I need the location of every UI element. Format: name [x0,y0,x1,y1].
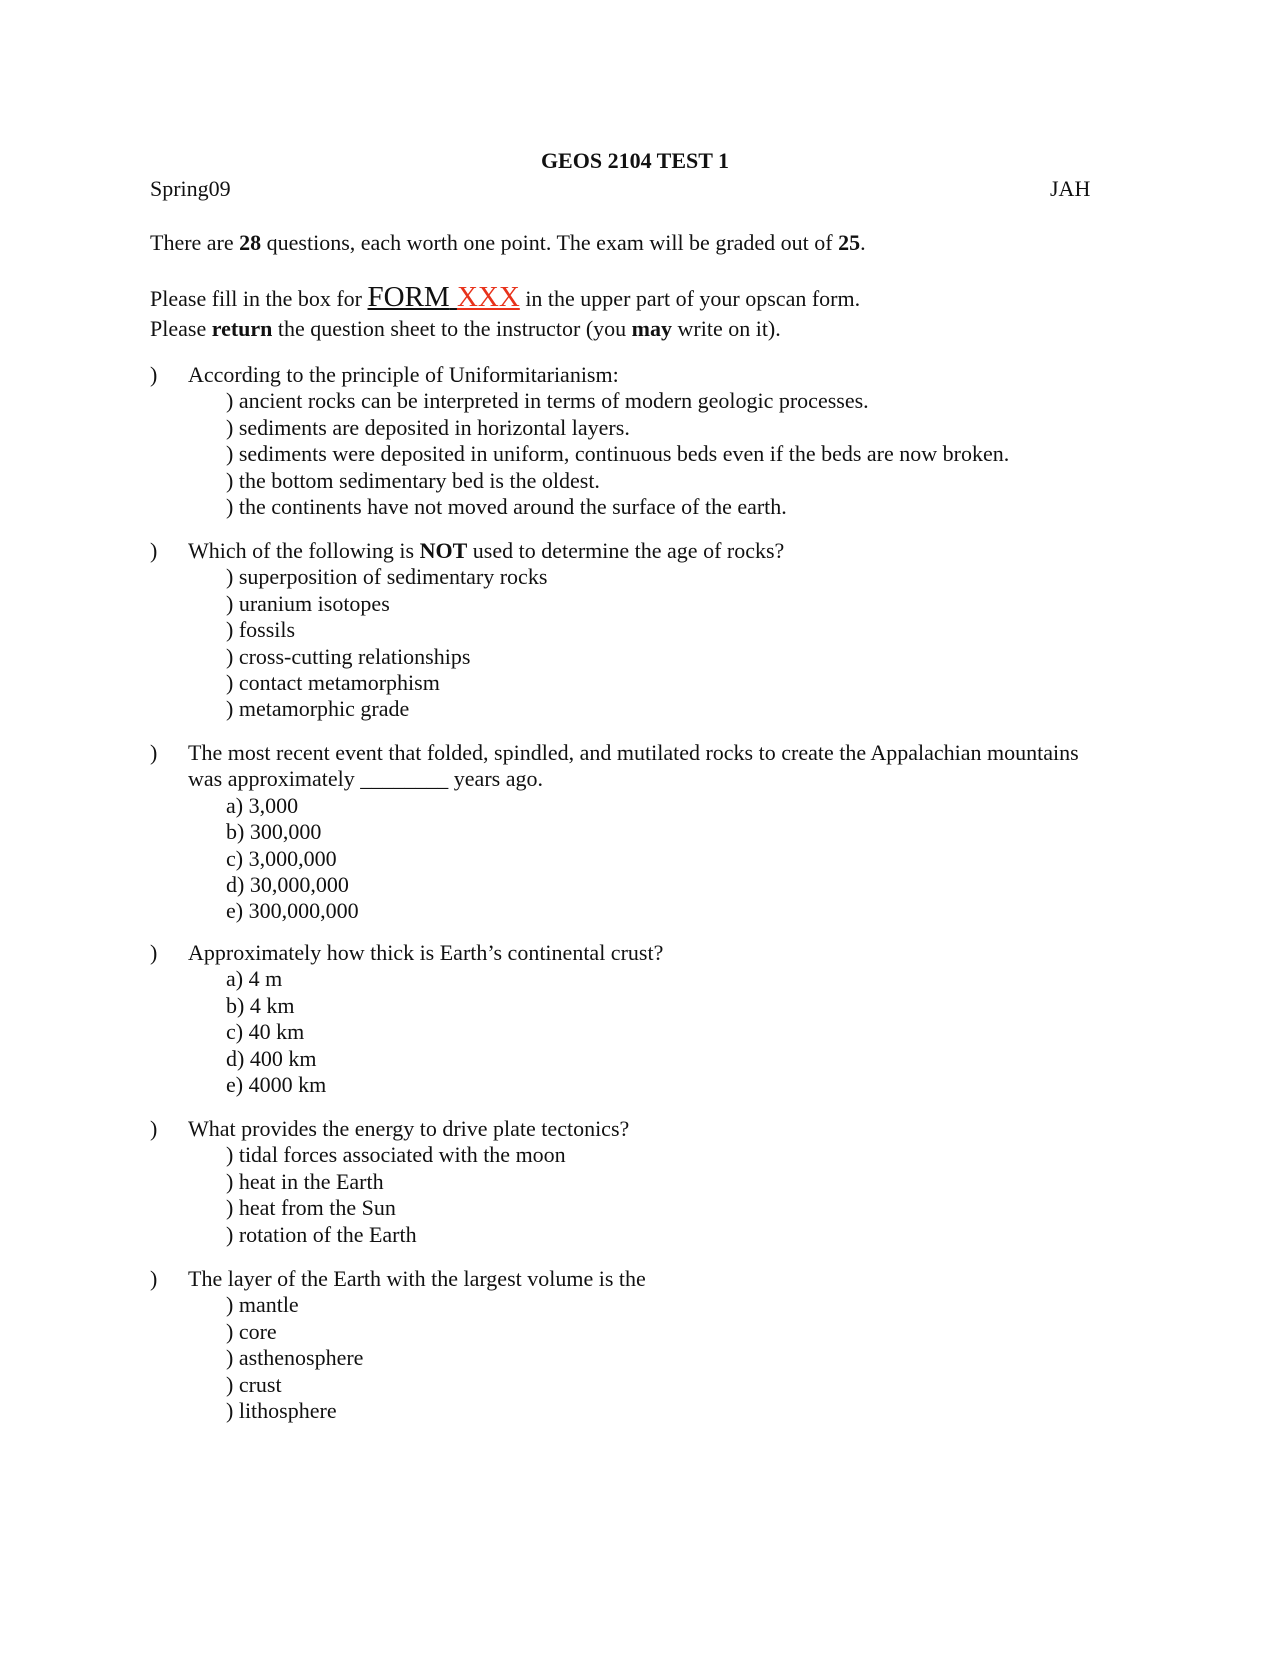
answer-option[interactable]: ) sediments were deposited in uniform, continuous beds even if the beds are now broken. [226,441,1010,467]
answer-option[interactable]: ) sediments are deposited in horizontal layers. [226,414,630,440]
answer-options [226,564,1250,722]
question-text: According to the principle of Uniformitarianism: [188,362,619,387]
return-line-post: write on it). [672,316,781,341]
answer-option[interactable]: ) uranium isotopes [226,590,390,616]
answer-option[interactable]: ) mantle [226,1292,299,1318]
answer-option[interactable]: ) superposition of sedimentary rocks [226,564,548,590]
question-text-pre: Which of the following is [188,538,420,563]
question-text: Approximately how thick is Earth’s continental crust? [188,940,664,965]
question-text [188,538,1250,564]
question-text-bold: NOT [419,538,468,563]
answer-option[interactable]: ) the bottom sedimentary bed is the oldest. [226,467,600,493]
question-4 [150,940,1250,1098]
form-line-pre: Please fill in the box for [150,286,368,311]
answer-options [226,966,1250,1098]
question-1 [150,362,1250,520]
answer-option[interactable]: ) core [226,1318,277,1344]
form-word: FORM [367,281,450,313]
answer-options [226,793,1250,925]
question-text-post: used to determine the age of rocks? [467,538,785,563]
answer-option[interactable]: ) tidal forces associated with the moon [226,1142,566,1168]
return-line-mid: the question sheet to the instructor (you [272,316,632,341]
question-3 [150,740,1250,925]
semester-label: Spring09 [150,176,231,201]
answer-option[interactable]: ) fossils [226,617,296,643]
return-instruction [150,316,781,342]
question-2 [150,538,1250,723]
intro-text [150,230,866,256]
page-title: GEOS 2104 TEST 1 [540,148,730,173]
return-bold: return [211,316,273,341]
form-code: XXX [456,281,520,313]
answer-option[interactable]: ) contact metamorphism [226,670,440,696]
question-marker: ) [150,538,158,563]
answer-option[interactable]: ) heat in the Earth [226,1168,384,1194]
answer-option[interactable]: a) 3,000 [226,792,299,818]
answer-option[interactable]: c) 40 km [226,1019,305,1045]
answer-option[interactable]: e) 4000 km [226,1072,327,1098]
answer-option[interactable]: ) ancient rocks can be interpreted in terms of modern geologic processes. [226,388,869,414]
question-marker: ) [150,362,158,387]
answer-option[interactable]: e) 300,000,000 [226,898,359,924]
answer-option[interactable]: ) metamorphic grade [226,696,410,722]
answer-option[interactable]: ) the continents have not moved around the surface of the earth. [226,494,787,520]
question-6 [150,1266,1250,1424]
intro-mid: questions, each worth one point. The exam will be graded out of [261,230,839,255]
answer-option[interactable]: ) asthenosphere [226,1345,364,1371]
question-count: 28 [239,230,262,255]
graded-out-of: 25 [838,230,861,255]
answer-options [226,388,1250,520]
author-initials: JAH [1050,176,1091,201]
return-line-pre: Please [150,316,212,341]
answer-options [226,1292,1250,1424]
question-marker: ) [150,740,158,765]
question-text: The layer of the Earth with the largest volume is the [188,1266,646,1291]
answer-option[interactable]: b) 4 km [226,992,295,1018]
question-marker: ) [150,1266,158,1291]
answer-option[interactable]: ) cross-cutting relationships [226,643,471,669]
intro-pre: There are [150,230,240,255]
answer-option[interactable]: c) 3,000,000 [226,845,337,871]
form-line-post: in the upper part of your opscan form. [519,286,861,311]
answer-option[interactable]: a) 4 m [226,966,283,992]
question-text-line-2: was approximately ________ years ago. [188,766,543,792]
may-bold: may [631,316,672,341]
answer-option[interactable]: d) 400 km [226,1045,317,1071]
question-marker: ) [150,1116,158,1141]
answer-option[interactable]: b) 300,000 [226,819,322,845]
answer-option[interactable]: ) crust [226,1371,282,1397]
answer-option[interactable]: ) lithosphere [226,1398,337,1424]
question-text: What provides the energy to drive plate tectonics? [188,1116,630,1141]
intro-end: . [860,230,866,255]
answer-options [226,1142,1250,1248]
question-marker: ) [150,940,158,965]
form-instruction [150,281,861,313]
question-text [188,740,1250,793]
question-5 [150,1116,1250,1248]
answer-option[interactable]: d) 30,000,000 [226,872,349,898]
question-text-line-1: The most recent event that folded, spindled, and mutilated rocks to create the Appalachian mountains [188,740,1079,765]
answer-option[interactable]: ) heat from the Sun [226,1195,396,1221]
answer-option[interactable]: ) rotation of the Earth [226,1221,417,1247]
